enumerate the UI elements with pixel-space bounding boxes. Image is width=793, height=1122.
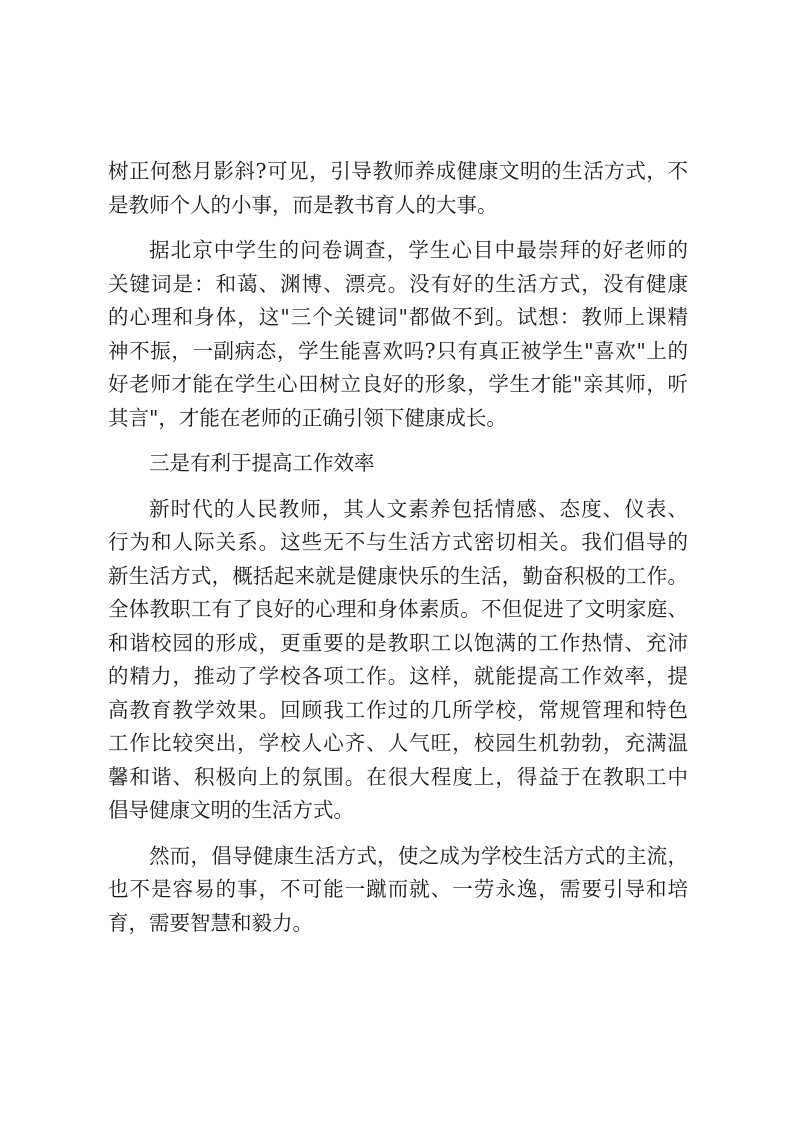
text-line: 馨和谐、积极向上的氛围。在很大程度上，得益于在教职工中: [108, 764, 688, 789]
text-line: 行为和人际关系。这些无不与生活方式密切相关。我们倡导的: [108, 530, 688, 554]
text-line: 然而，倡导健康生活方式，使之成为学校生活方式的主流，: [149, 843, 688, 868]
text-line: 据北京中学生的问卷调查，学生心目中最崇拜的好老师的: [149, 238, 688, 262]
text-line: 也不是容易的事，不可能一蹴而就、一劳永逸，需要引导和培: [108, 877, 688, 901]
text-line: 倡导健康文明的生活方式。: [108, 798, 354, 822]
text-line: 关键词是：和蔼、渊博、漂亮。没有好的生活方式，没有健康: [108, 271, 688, 296]
text-line: 新生活方式，概括起来就是健康快乐的生活，勤奋积极的工作。: [108, 563, 688, 588]
paragraph-2: [108, 234, 688, 435]
text-line: 工作比较突出，学校人心齐、人气旺，校园生机勃勃，充满温: [108, 731, 688, 755]
text-line: 好老师才能在学生心田树立良好的形象，学生才能"亲其师，听: [108, 372, 688, 396]
text-line: 神不振，一副病态，学生能喜欢吗?只有真正被学生"喜欢"上的: [108, 338, 688, 363]
text-line: 树正何愁月影斜?可见，引导教师养成健康文明的生活方式，不: [108, 159, 688, 183]
text-line: 全体教职工有了良好的心理和身体素质。不但促进了文明家庭、: [108, 597, 688, 621]
text-line: 新时代的人民教师，其人文素养包括情感、态度、仪表、: [149, 496, 688, 521]
document-body: [108, 155, 688, 952]
text-line: 其言"，才能在老师的正确引领下健康成长。: [108, 405, 507, 430]
text-line: 是教师个人的小事，而是教书育人的大事。: [108, 192, 498, 217]
text-line: 的心理和身体，这"三个关键词"都做不到。试想：教师上课精: [108, 305, 688, 329]
paragraph-3: [108, 493, 688, 828]
paragraph-4: [108, 840, 688, 941]
text-line: 的精力，推动了学校各项工作。这样，就能提高工作效率，提: [108, 664, 688, 688]
text-line: 育，需要智慧和毅力。: [108, 910, 313, 935]
text-line: 和谐校园的形成，更重要的是教职工以饱满的工作热情、充沛: [108, 630, 688, 655]
section-heading: 三是有利于提高工作效率: [149, 451, 375, 475]
text-line: 高教育教学效果。回顾我工作过的几所学校，常规管理和特色: [108, 697, 688, 722]
paragraph-1: [108, 155, 688, 222]
